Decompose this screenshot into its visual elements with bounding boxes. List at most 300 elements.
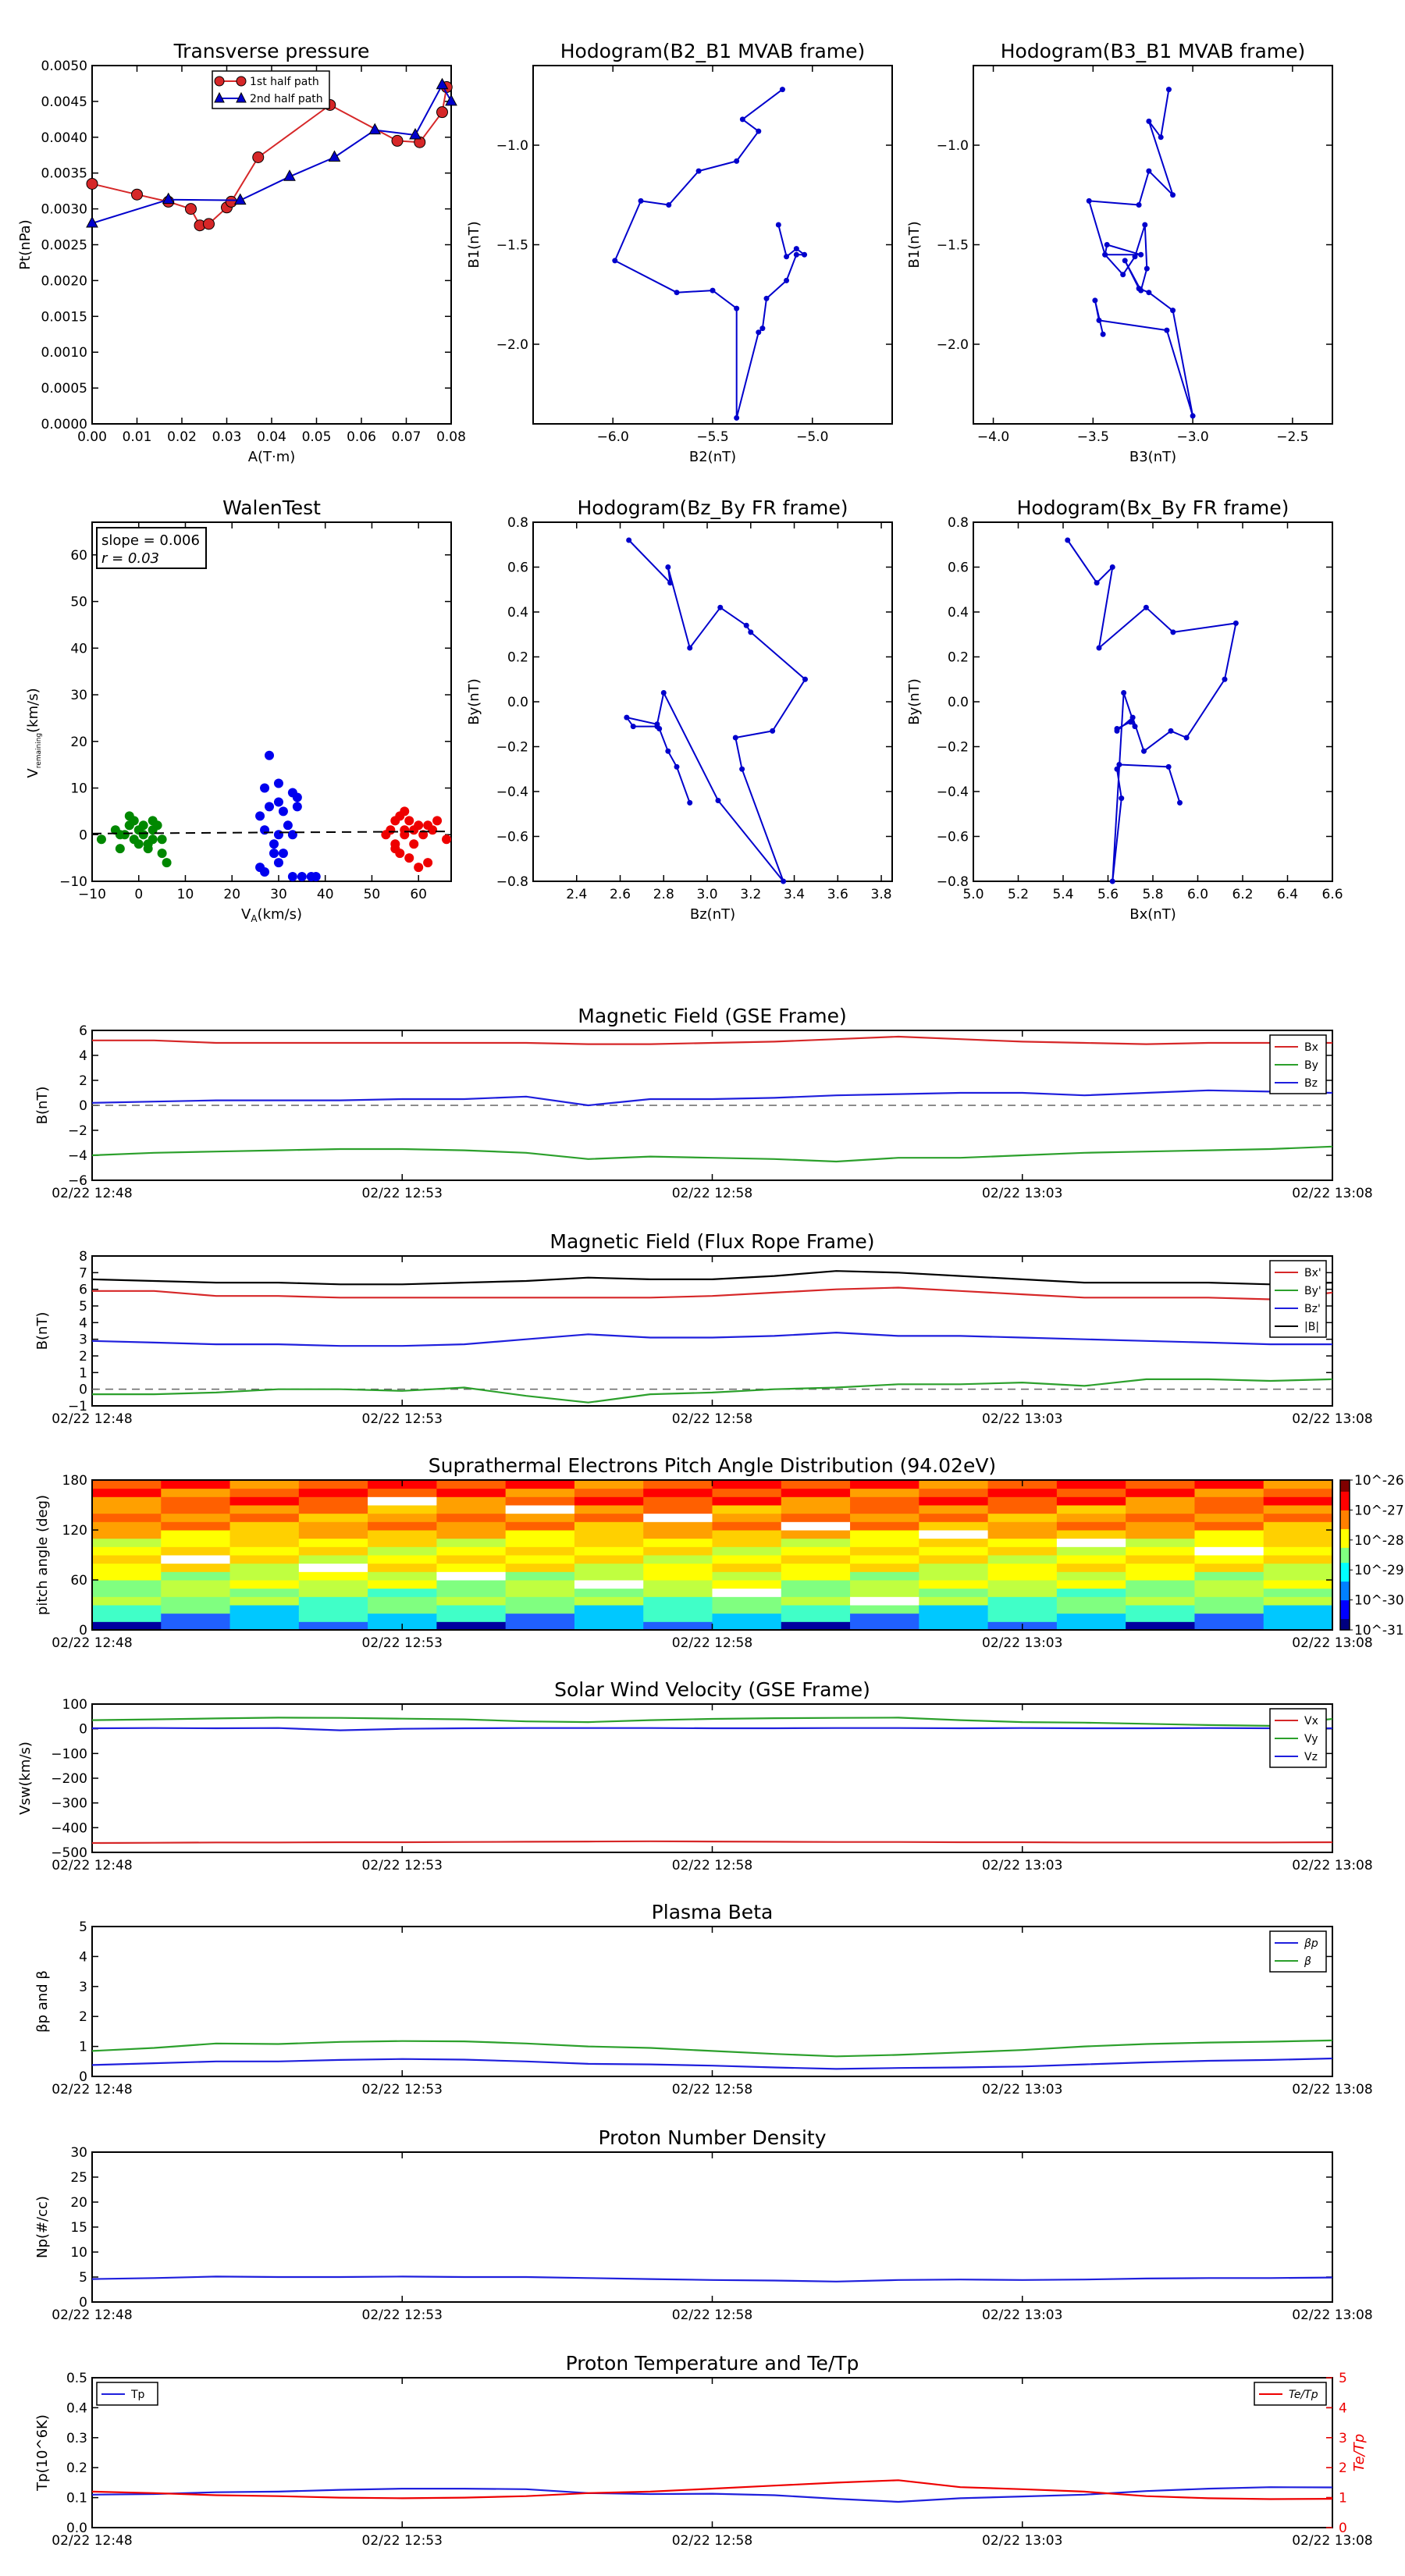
heatmap-cell: [299, 1621, 368, 1630]
x-tick-label: 02/22 12:48: [52, 1635, 133, 1651]
heatmap-cell: [1264, 1539, 1333, 1547]
heatmap-cell: [1057, 1521, 1126, 1530]
colorbar-step: [1340, 1536, 1350, 1540]
hod3-series-0: [624, 538, 808, 884]
heatmap-cell: [781, 1564, 851, 1572]
heatmap-cell: [1264, 1489, 1333, 1497]
heatmap-cell: [92, 1514, 162, 1522]
heatmap-cell: [230, 1589, 300, 1597]
temp-ylabel: Tp(10^6K): [34, 2414, 51, 2491]
heatmap-cell: [574, 1546, 644, 1555]
y-tick-label: 0.6: [507, 560, 528, 576]
x-tick-label: 02/22 12:58: [671, 1858, 753, 1873]
data-point: [780, 87, 785, 92]
heatmap-cell: [368, 1571, 437, 1580]
x-tick-label: 02/22 12:48: [52, 1858, 133, 1873]
heatmap-cell: [1264, 1605, 1333, 1614]
ylabel-main: V: [25, 768, 41, 778]
x-tick-label: 20: [223, 887, 241, 902]
data-point: [158, 849, 167, 858]
y-tick-label: 50: [70, 594, 87, 610]
data-point: [253, 152, 264, 163]
heatmap-cell: [92, 1539, 162, 1547]
heatmap-cell: [1264, 1596, 1333, 1605]
data-point: [283, 820, 293, 830]
heatmap-cell: [92, 1605, 162, 1614]
legend-label: By: [1304, 1059, 1318, 1072]
heatmap-cell: [1126, 1605, 1195, 1614]
hod1-ylabel: B1(nT): [466, 221, 482, 269]
y-tick-label: 6: [79, 1023, 87, 1039]
heatmap-cell: [1194, 1589, 1264, 1597]
x-tick-label: 0.01: [122, 429, 152, 445]
colorbar-step: [1340, 1592, 1350, 1596]
x-tick-label: 02/22 12:53: [361, 2082, 443, 2097]
y-tick-label: 20: [70, 734, 87, 750]
heatmap-cell: [436, 1480, 506, 1489]
heatmap-cell: [506, 1580, 575, 1589]
heatmap-cell: [368, 1539, 437, 1547]
vsw-series-Vx: [92, 1841, 1332, 1843]
heatmap-cell: [161, 1555, 230, 1564]
heatmap-cell: [92, 1614, 162, 1622]
heatmap-cell: [988, 1489, 1058, 1497]
data-point: [710, 288, 716, 294]
colorbar-step: [1340, 1514, 1350, 1517]
heatmap-cell: [1057, 1480, 1126, 1489]
heatmap-cell: [643, 1571, 713, 1580]
heatmap-cell: [1194, 1521, 1264, 1530]
x-tick-label: −4.0: [976, 429, 1010, 445]
heatmap-cell: [1126, 1480, 1195, 1489]
pad-title: Suprathermal Electrons Pitch Angle Distribution (94.02eV): [428, 1454, 997, 1477]
data-point: [432, 816, 442, 825]
y-tick-label: 0.0040: [41, 130, 87, 146]
mag_gse-legend: [1270, 1035, 1326, 1094]
heatmap-cell: [919, 1580, 988, 1589]
heatmap-cell: [988, 1614, 1058, 1622]
beta-frame: [92, 1927, 1332, 2076]
hod2-title: Hodogram(B3_B1 MVAB frame): [1000, 40, 1306, 62]
heatmap-cell: [1264, 1546, 1333, 1555]
heatmap-cell: [781, 1596, 851, 1605]
heatmap-cell: [1264, 1505, 1333, 1514]
x-tick-label: 0.05: [301, 429, 332, 445]
heatmap-cell: [230, 1564, 300, 1572]
beta-title: Plasma Beta: [651, 1901, 774, 1923]
heatmap-cell: [506, 1480, 575, 1489]
heatmap-cell: [299, 1496, 368, 1505]
colorbar-step: [1340, 1484, 1350, 1488]
heatmap-cell: [92, 1589, 162, 1597]
heatmap-cell: [1194, 1496, 1264, 1505]
colorbar-step: [1340, 1615, 1350, 1619]
x-tick-label: 02/22 12:58: [671, 2533, 753, 2549]
heatmap-cell: [574, 1605, 644, 1614]
heatmap-cell: [919, 1621, 988, 1630]
data-point: [1097, 646, 1102, 651]
data-point: [638, 198, 644, 204]
heatmap-cell: [506, 1514, 575, 1522]
x-tick-label: 02/22 13:08: [1292, 1186, 1373, 1201]
y-tick-label: 30: [70, 688, 87, 704]
y-tick-label: −300: [51, 1795, 87, 1812]
heatmap-cell: [1264, 1555, 1333, 1564]
data-point: [1116, 762, 1122, 767]
y-tick-label: −1.0: [496, 138, 528, 154]
y-tick-label: 6: [79, 1282, 87, 1298]
y-tick-label: 0.8: [507, 515, 528, 531]
data-point: [666, 202, 671, 208]
data-point: [756, 129, 761, 134]
heatmap-cell: [436, 1605, 506, 1614]
heatmap-cell: [919, 1489, 988, 1497]
y-tick-label: −1: [67, 1399, 87, 1414]
data-point: [1141, 749, 1147, 754]
data-point: [1110, 879, 1115, 884]
heatmap-cell: [1194, 1596, 1264, 1605]
heatmap-cell: [506, 1605, 575, 1614]
heatmap-cell: [1057, 1489, 1126, 1497]
heatmap-cell: [506, 1530, 575, 1539]
data-point: [781, 879, 786, 884]
colorbar-step: [1340, 1596, 1350, 1600]
data-point: [1120, 272, 1126, 277]
colorbar-step: [1340, 1532, 1350, 1536]
heatmap-cell: [643, 1514, 713, 1522]
heatmap-cell: [713, 1530, 782, 1539]
data-point: [442, 834, 451, 844]
y-tick-label: 40: [70, 641, 87, 657]
heatmap-cell: [988, 1521, 1058, 1530]
colorbar-step: [1340, 1540, 1350, 1544]
heatmap-cell: [1194, 1546, 1264, 1555]
heatmap-cell: [1194, 1555, 1264, 1564]
data-point: [802, 677, 808, 682]
heatmap-cell: [574, 1514, 644, 1522]
data-point: [1166, 764, 1172, 770]
tp-x-ticks: [77, 66, 466, 445]
y-tick-label: 4: [1339, 2400, 1347, 2417]
heatmap-cell: [368, 1605, 437, 1614]
pad-cells: [92, 1480, 1333, 1631]
x-tick-label: 02/22 12:48: [52, 2533, 133, 2549]
heatmap-cell: [643, 1489, 713, 1497]
data-point: [265, 802, 274, 811]
np-ylabel: Np(#/cc): [34, 2196, 51, 2258]
heatmap-cell: [161, 1580, 230, 1589]
walen-series-2: [381, 806, 451, 872]
data-point: [756, 329, 761, 335]
y-tick-label: 1: [79, 2039, 87, 2055]
colorbar-tick-label: 10^-26: [1354, 1473, 1404, 1489]
heatmap-cell: [506, 1614, 575, 1622]
heatmap-cell: [919, 1571, 988, 1580]
heatmap-cell: [850, 1480, 919, 1489]
x-tick-label: −6.0: [596, 429, 629, 445]
beta-time-ticks: [52, 1927, 1372, 2097]
heatmap-cell: [988, 1596, 1058, 1605]
y-tick-label: 0.0020: [41, 273, 87, 290]
data-point: [784, 254, 789, 259]
heatmap-cell: [92, 1521, 162, 1530]
legend-label: By': [1304, 1285, 1321, 1297]
colorbar-step: [1340, 1491, 1350, 1495]
heatmap-cell: [1264, 1480, 1333, 1489]
heatmap-cell: [230, 1530, 300, 1539]
x-tick-label: 0.04: [257, 429, 286, 445]
data-point: [279, 806, 288, 816]
heatmap-cell: [436, 1505, 506, 1514]
y-tick-label: −1.0: [936, 138, 969, 154]
colorbar-step: [1340, 1495, 1350, 1499]
y-tick-label: 4: [79, 1048, 87, 1064]
x-tick-label: 0: [134, 887, 144, 902]
heatmap-cell: [1126, 1521, 1195, 1530]
heatmap-cell: [1264, 1589, 1333, 1597]
annotation-slope: slope = 0.006: [101, 532, 200, 549]
colorbar-step: [1340, 1517, 1350, 1521]
pad-colorbar: [1340, 1473, 1404, 1638]
heatmap-cell: [1264, 1530, 1333, 1539]
data-point: [717, 605, 723, 610]
x-tick-label: 02/22 13:08: [1292, 2307, 1373, 2323]
walen-annotation: [97, 528, 206, 568]
mag_fr-legend: [1270, 1261, 1326, 1337]
y-tick-label: 0: [79, 2295, 87, 2311]
heatmap-cell: [1126, 1514, 1195, 1522]
heatmap-cell: [781, 1614, 851, 1622]
data-point: [748, 629, 753, 635]
data-point: [624, 715, 629, 720]
data-point: [687, 646, 692, 651]
colorbar-tick-label: 10^-27: [1354, 1503, 1404, 1519]
data-point: [390, 844, 400, 853]
y-tick-label: 3: [79, 1332, 87, 1348]
temp-y-ticks: [66, 2371, 1332, 2536]
x-tick-label: 02/22 12:58: [671, 2082, 753, 2097]
x-tick-label: −3.5: [1076, 429, 1109, 445]
data-point: [1133, 254, 1138, 259]
heatmap-cell: [1264, 1621, 1333, 1630]
beta-y-ticks: [79, 1920, 1332, 2085]
heatmap-cell: [161, 1571, 230, 1580]
heatmap-cell: [230, 1580, 300, 1589]
x-tick-label: 3.2: [740, 887, 762, 902]
y-tick-label: 0.2: [66, 2460, 87, 2477]
y-tick-label: −0.4: [936, 785, 969, 800]
heatmap-cell: [161, 1614, 230, 1622]
y-tick-label: 0.1: [66, 2490, 87, 2507]
colorbar-tick-label: 10^-29: [1354, 1563, 1404, 1579]
heatmap-cell: [643, 1580, 713, 1589]
heatmap-cell: [574, 1480, 644, 1489]
data-point: [687, 800, 692, 806]
heatmap-cell: [92, 1564, 162, 1572]
heatmap-cell: [988, 1496, 1058, 1505]
data-point: [293, 792, 302, 802]
y-tick-label: −4: [67, 1148, 87, 1164]
heatmap-cell: [368, 1614, 437, 1622]
mag_fr-title: Magnetic Field (Flux Rope Frame): [550, 1230, 875, 1253]
data-point: [770, 728, 775, 734]
heatmap-cell: [781, 1514, 851, 1522]
y-tick-label: −100: [51, 1746, 87, 1763]
heatmap-cell: [506, 1521, 575, 1530]
x-tick-label: 02/22 13:03: [982, 2307, 1063, 2323]
heatmap-cell: [919, 1596, 988, 1605]
heatmap-cell: [1057, 1605, 1126, 1614]
data-point: [667, 580, 673, 585]
vsw-time-ticks: [52, 1704, 1372, 1873]
y-tick-label: 5: [79, 2270, 87, 2286]
legend-label: Bx: [1304, 1041, 1318, 1054]
x-tick-label: 5.2: [1007, 887, 1030, 902]
data-point: [734, 306, 739, 311]
heatmap-cell: [299, 1564, 368, 1572]
y-tick-label: −0.6: [496, 829, 528, 845]
heatmap-cell: [1264, 1514, 1333, 1522]
colorbar-step: [1340, 1563, 1350, 1567]
x-tick-label: 02/22 13:08: [1292, 1858, 1373, 1873]
data-point: [423, 858, 432, 867]
heatmap-cell: [643, 1496, 713, 1505]
temp-legend: [97, 2382, 158, 2405]
data-point: [428, 825, 437, 834]
data-point: [139, 830, 148, 839]
y-tick-label: 0.6: [947, 560, 969, 576]
walen-title: WalenTest: [222, 496, 321, 519]
heatmap-cell: [1126, 1496, 1195, 1505]
data-point: [293, 802, 302, 811]
data-point: [1121, 690, 1126, 696]
hod4-x-ticks: [962, 522, 1343, 902]
y-tick-label: −0.4: [496, 785, 528, 800]
data-point: [288, 872, 297, 881]
y-tick-label: 0.3: [66, 2430, 87, 2446]
x-tick-label: 40: [316, 887, 334, 902]
heatmap-cell: [161, 1489, 230, 1497]
data-point: [1177, 800, 1183, 806]
heatmap-cell: [92, 1496, 162, 1505]
x-tick-label: 0.00: [77, 429, 107, 445]
vsw-series-Vz: [92, 1728, 1332, 1731]
heatmap-cell: [713, 1521, 782, 1530]
data-point: [739, 767, 745, 772]
data-point: [784, 278, 789, 283]
heatmap-cell: [506, 1496, 575, 1505]
heatmap-cell: [988, 1589, 1058, 1597]
y-tick-label: 0.2: [947, 649, 969, 666]
data-point: [1166, 87, 1172, 92]
data-point: [437, 107, 448, 118]
heatmap-cell: [92, 1571, 162, 1580]
y-tick-label: 0: [1339, 2521, 1347, 2536]
vsw-title: Solar Wind Velocity (GSE Frame): [554, 1678, 870, 1701]
colorbar-step: [1340, 1488, 1350, 1492]
data-point: [392, 135, 403, 146]
y-tick-label: 0.0035: [41, 165, 87, 182]
x-tick-label: 02/22 12:53: [361, 1186, 443, 1201]
data-point: [1164, 328, 1169, 333]
data-point: [297, 872, 307, 881]
heatmap-cell: [368, 1564, 437, 1572]
walen-xlabel: [241, 906, 302, 924]
heatmap-cell: [574, 1614, 644, 1622]
heatmap-cell: [92, 1480, 162, 1489]
heatmap-cell: [713, 1605, 782, 1614]
x-tick-label: 02/22 13:03: [982, 1635, 1063, 1651]
data-point: [612, 258, 617, 263]
beta-series-βp: [92, 2058, 1332, 2069]
y-tick-label: 2: [79, 1073, 87, 1089]
y-tick-label: −400: [51, 1820, 87, 1837]
heatmap-cell: [850, 1514, 919, 1522]
heatmap-cell: [1194, 1571, 1264, 1580]
x-tick-label: 02/22 13:03: [982, 1411, 1063, 1427]
plots: [17, 40, 1404, 2549]
data-point: [1087, 198, 1092, 204]
x-tick-label: 3.6: [827, 887, 848, 902]
y-tick-label: 1: [1339, 2490, 1347, 2507]
legend-label: Bx': [1304, 1267, 1321, 1279]
heatmap-cell: [850, 1530, 919, 1539]
heatmap-cell: [850, 1489, 919, 1497]
heatmap-cell: [1126, 1596, 1195, 1605]
heatmap-cell: [850, 1564, 919, 1572]
y-tick-label: 2: [1339, 2460, 1347, 2477]
y-tick-label: −10: [59, 874, 87, 890]
data-point: [409, 839, 418, 849]
legend-label: β: [1304, 1955, 1311, 1968]
y-tick-label: 0.0: [507, 695, 528, 710]
heatmap-cell: [230, 1614, 300, 1622]
mag_gse-series-Bz: [92, 1091, 1332, 1105]
y-tick-label: 7: [79, 1265, 87, 1282]
data-point: [400, 806, 409, 816]
heatmap-cell: [919, 1555, 988, 1564]
heatmap-cell: [1194, 1621, 1264, 1630]
heatmap-cell: [1057, 1514, 1126, 1522]
temp-legend: [1254, 2382, 1326, 2405]
heatmap-cell: [436, 1614, 506, 1622]
data-point: [794, 246, 799, 251]
colorbar-tick-label: 10^-28: [1354, 1532, 1404, 1549]
heatmap-cell: [368, 1596, 437, 1605]
heatmap-cell: [919, 1539, 988, 1547]
x-tick-label: 02/22 13:03: [982, 1858, 1063, 1873]
data-point: [802, 252, 807, 258]
legend-label: Bz: [1304, 1077, 1318, 1090]
heatmap-cell: [781, 1539, 851, 1547]
y-tick-label: 0: [79, 2069, 87, 2085]
x-tick-label: 5.0: [962, 887, 984, 902]
x-tick-label: 0.07: [391, 429, 422, 445]
heatmap-cell: [919, 1514, 988, 1522]
colorbar-step: [1340, 1559, 1350, 1563]
data-point: [631, 724, 636, 729]
heatmap-cell: [368, 1555, 437, 1564]
heatmap-cell: [850, 1589, 919, 1597]
heatmap-cell: [1194, 1614, 1264, 1622]
heatmap-cell: [643, 1589, 713, 1597]
tp-title: Transverse pressure: [173, 40, 370, 62]
data-point: [1170, 629, 1176, 635]
heatmap-cell: [299, 1505, 368, 1514]
heatmap-cell: [781, 1580, 851, 1589]
heatmap-cell: [988, 1580, 1058, 1589]
walen-series-1: [255, 751, 321, 881]
